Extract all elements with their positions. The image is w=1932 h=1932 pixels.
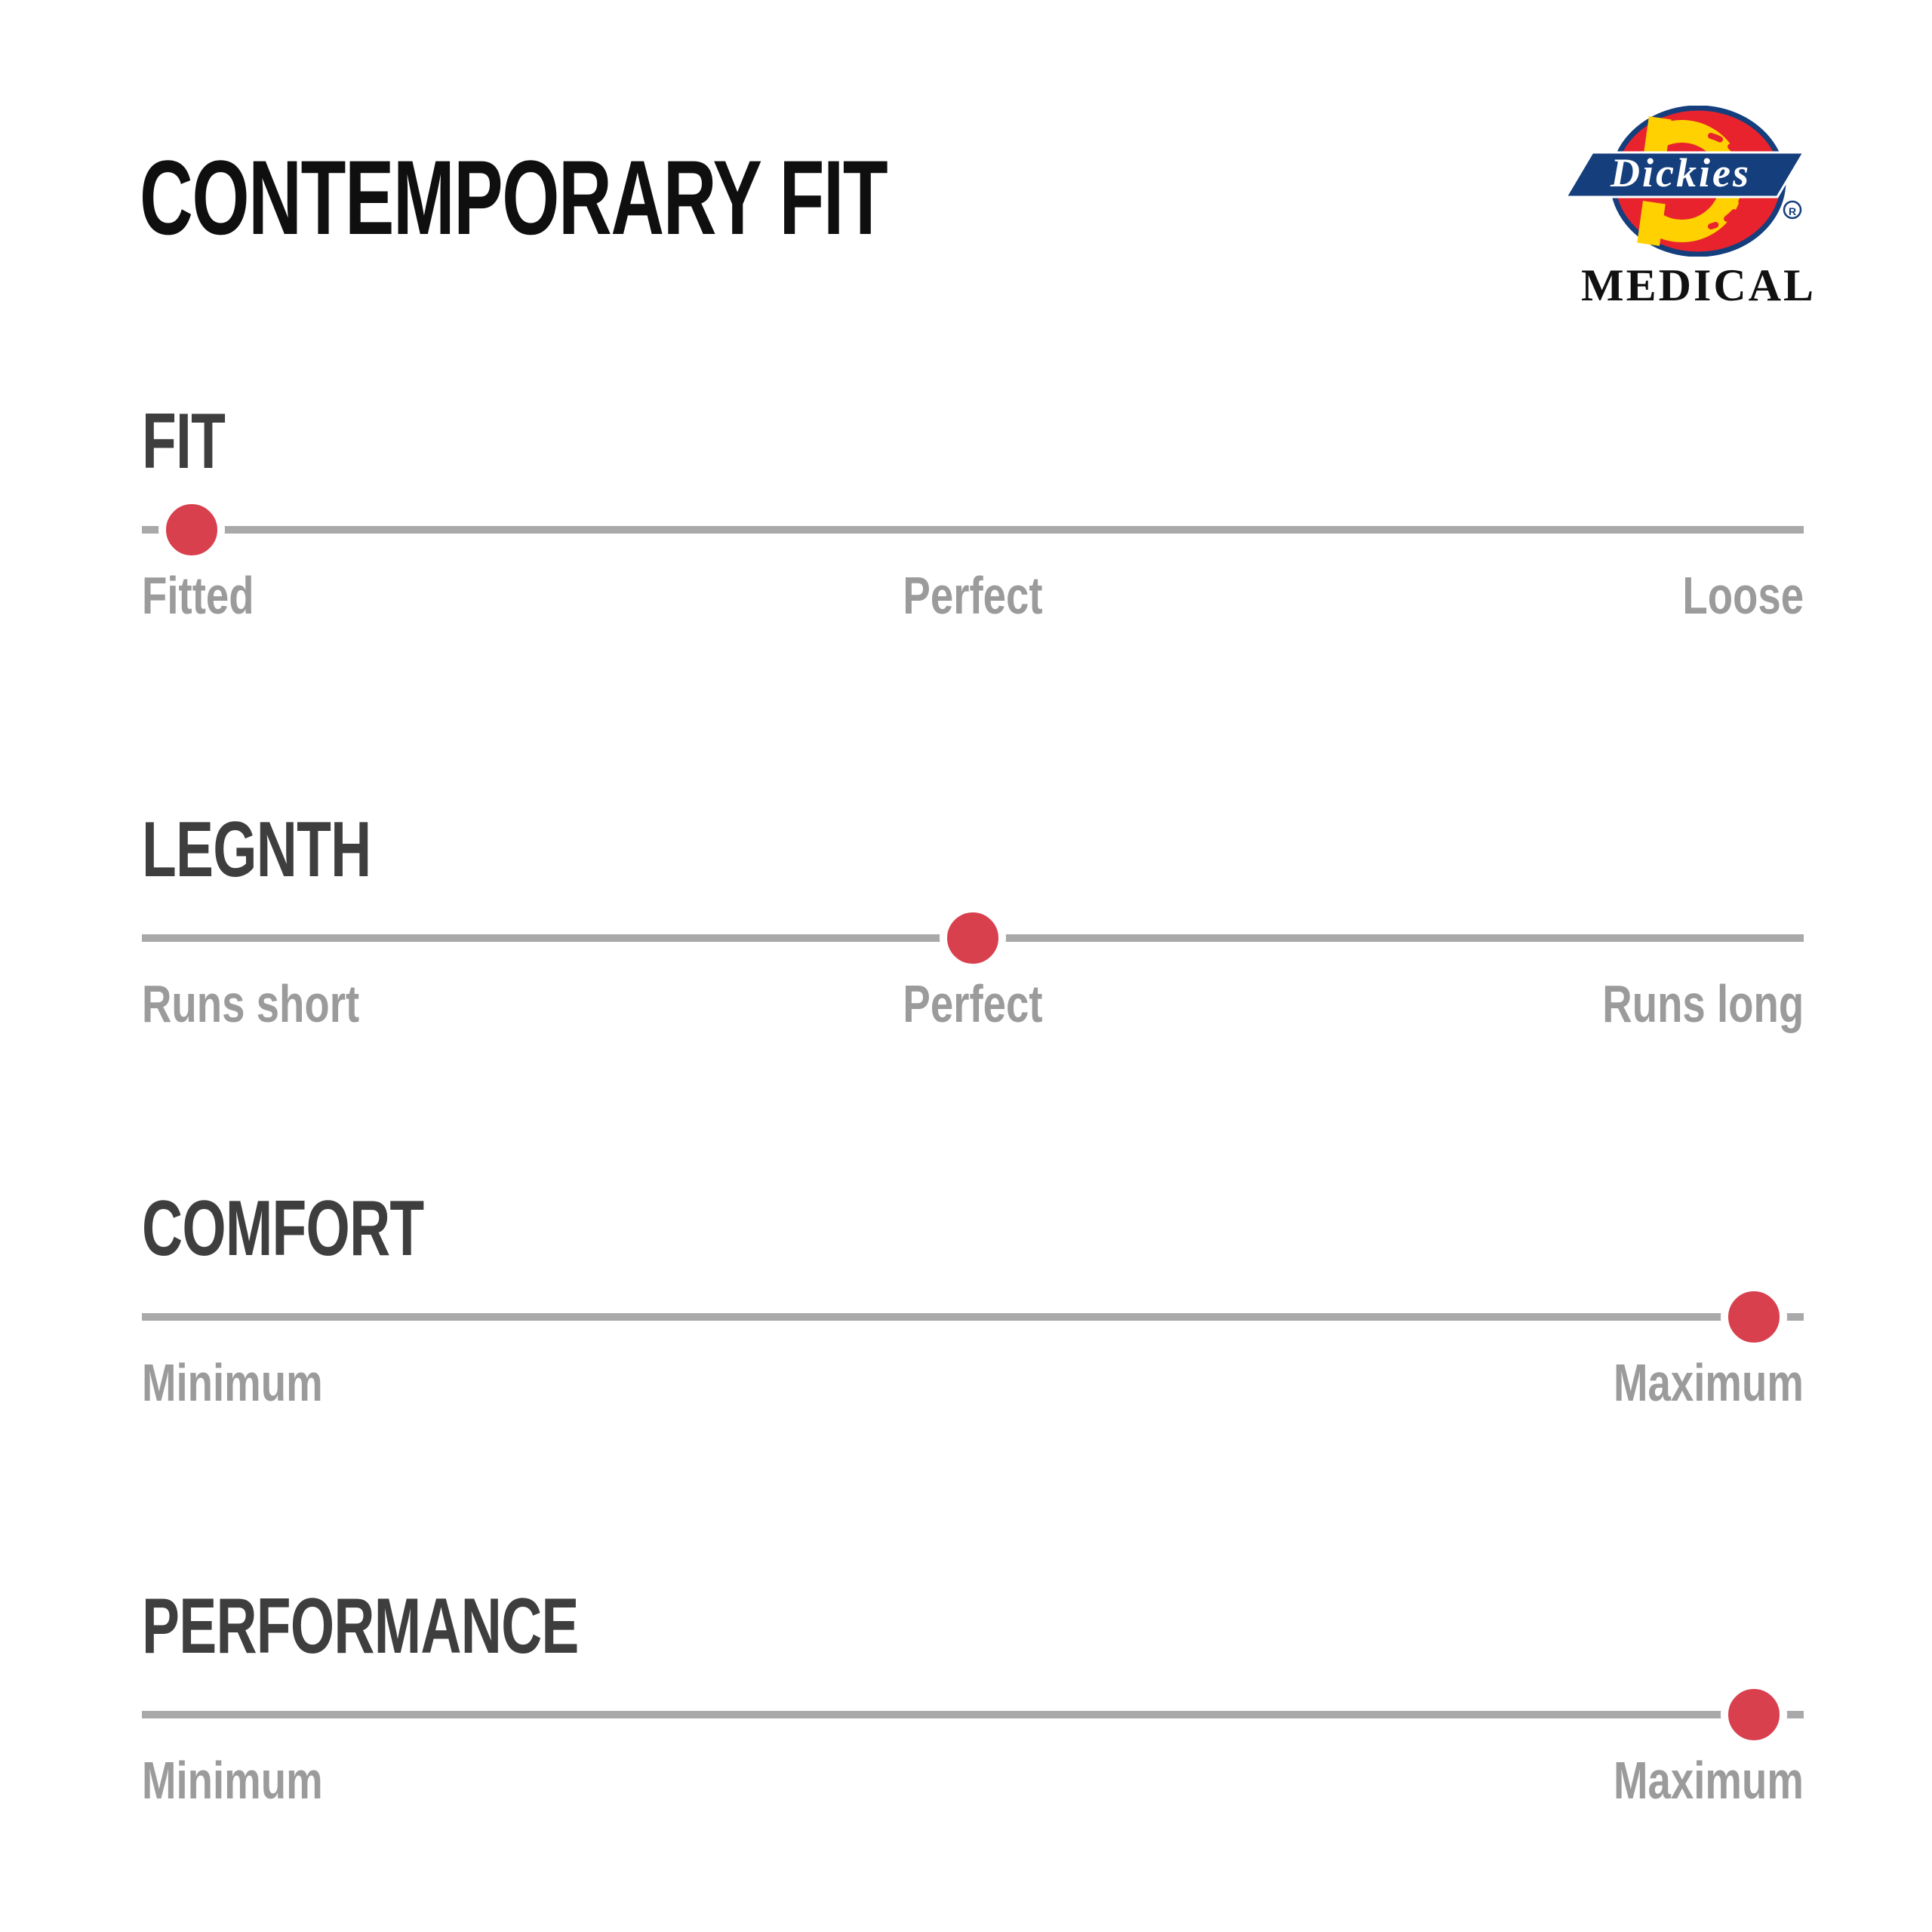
slider-label-right: Maximum (1614, 1353, 1804, 1412)
slider-heading-comfort: COMFORT (142, 1185, 424, 1272)
slider-label-left: Fitted (142, 566, 254, 625)
brand-wordmark: Dickies (1611, 150, 1751, 195)
brand-sub-label: MEDICAL (1581, 260, 1817, 310)
slider-label-right: Maximum (1614, 1751, 1804, 1810)
slider-track-fit (142, 526, 1804, 534)
slider-track-length (142, 934, 1804, 942)
slider-labels-length (142, 974, 1804, 1053)
slider-label-right: Loose (1682, 566, 1804, 625)
slider-label-left: Minimum (142, 1353, 323, 1412)
slider-labels-fit (142, 566, 1804, 645)
slider-heading-fit: FIT (142, 398, 226, 485)
slider-row-length (142, 806, 1804, 1060)
slider-label-left: Minimum (142, 1751, 323, 1810)
slider-heading-length: LEGNTH (142, 806, 371, 894)
brand-logo (1566, 106, 1817, 310)
slider-labels-performance (142, 1751, 1804, 1829)
slider-track-performance (142, 1711, 1804, 1718)
slider-track-comfort (142, 1313, 1804, 1321)
slider-label-right: Runs long (1602, 974, 1804, 1033)
page-title: CONTEMPORARY FIT (140, 138, 888, 257)
slider-label-center: Perfect (903, 974, 1043, 1033)
slider-label-center: Perfect (903, 566, 1043, 625)
dickies-logo-icon (1566, 106, 1804, 257)
slider-dot-fit (158, 497, 225, 563)
slider-row-fit (142, 398, 1804, 651)
slider-labels-comfort (142, 1353, 1804, 1432)
slider-dot-comfort (1721, 1284, 1787, 1350)
slider-dot-length (940, 905, 1006, 971)
slider-heading-performance: PERFORMANCE (142, 1583, 579, 1670)
slider-row-comfort (142, 1185, 1804, 1438)
slider-label-left: Runs short (142, 974, 360, 1033)
svg-text:R: R (1788, 205, 1797, 217)
registered-mark-icon (1784, 202, 1801, 218)
slider-dot-performance (1721, 1681, 1787, 1748)
slider-row-performance (142, 1583, 1804, 1836)
